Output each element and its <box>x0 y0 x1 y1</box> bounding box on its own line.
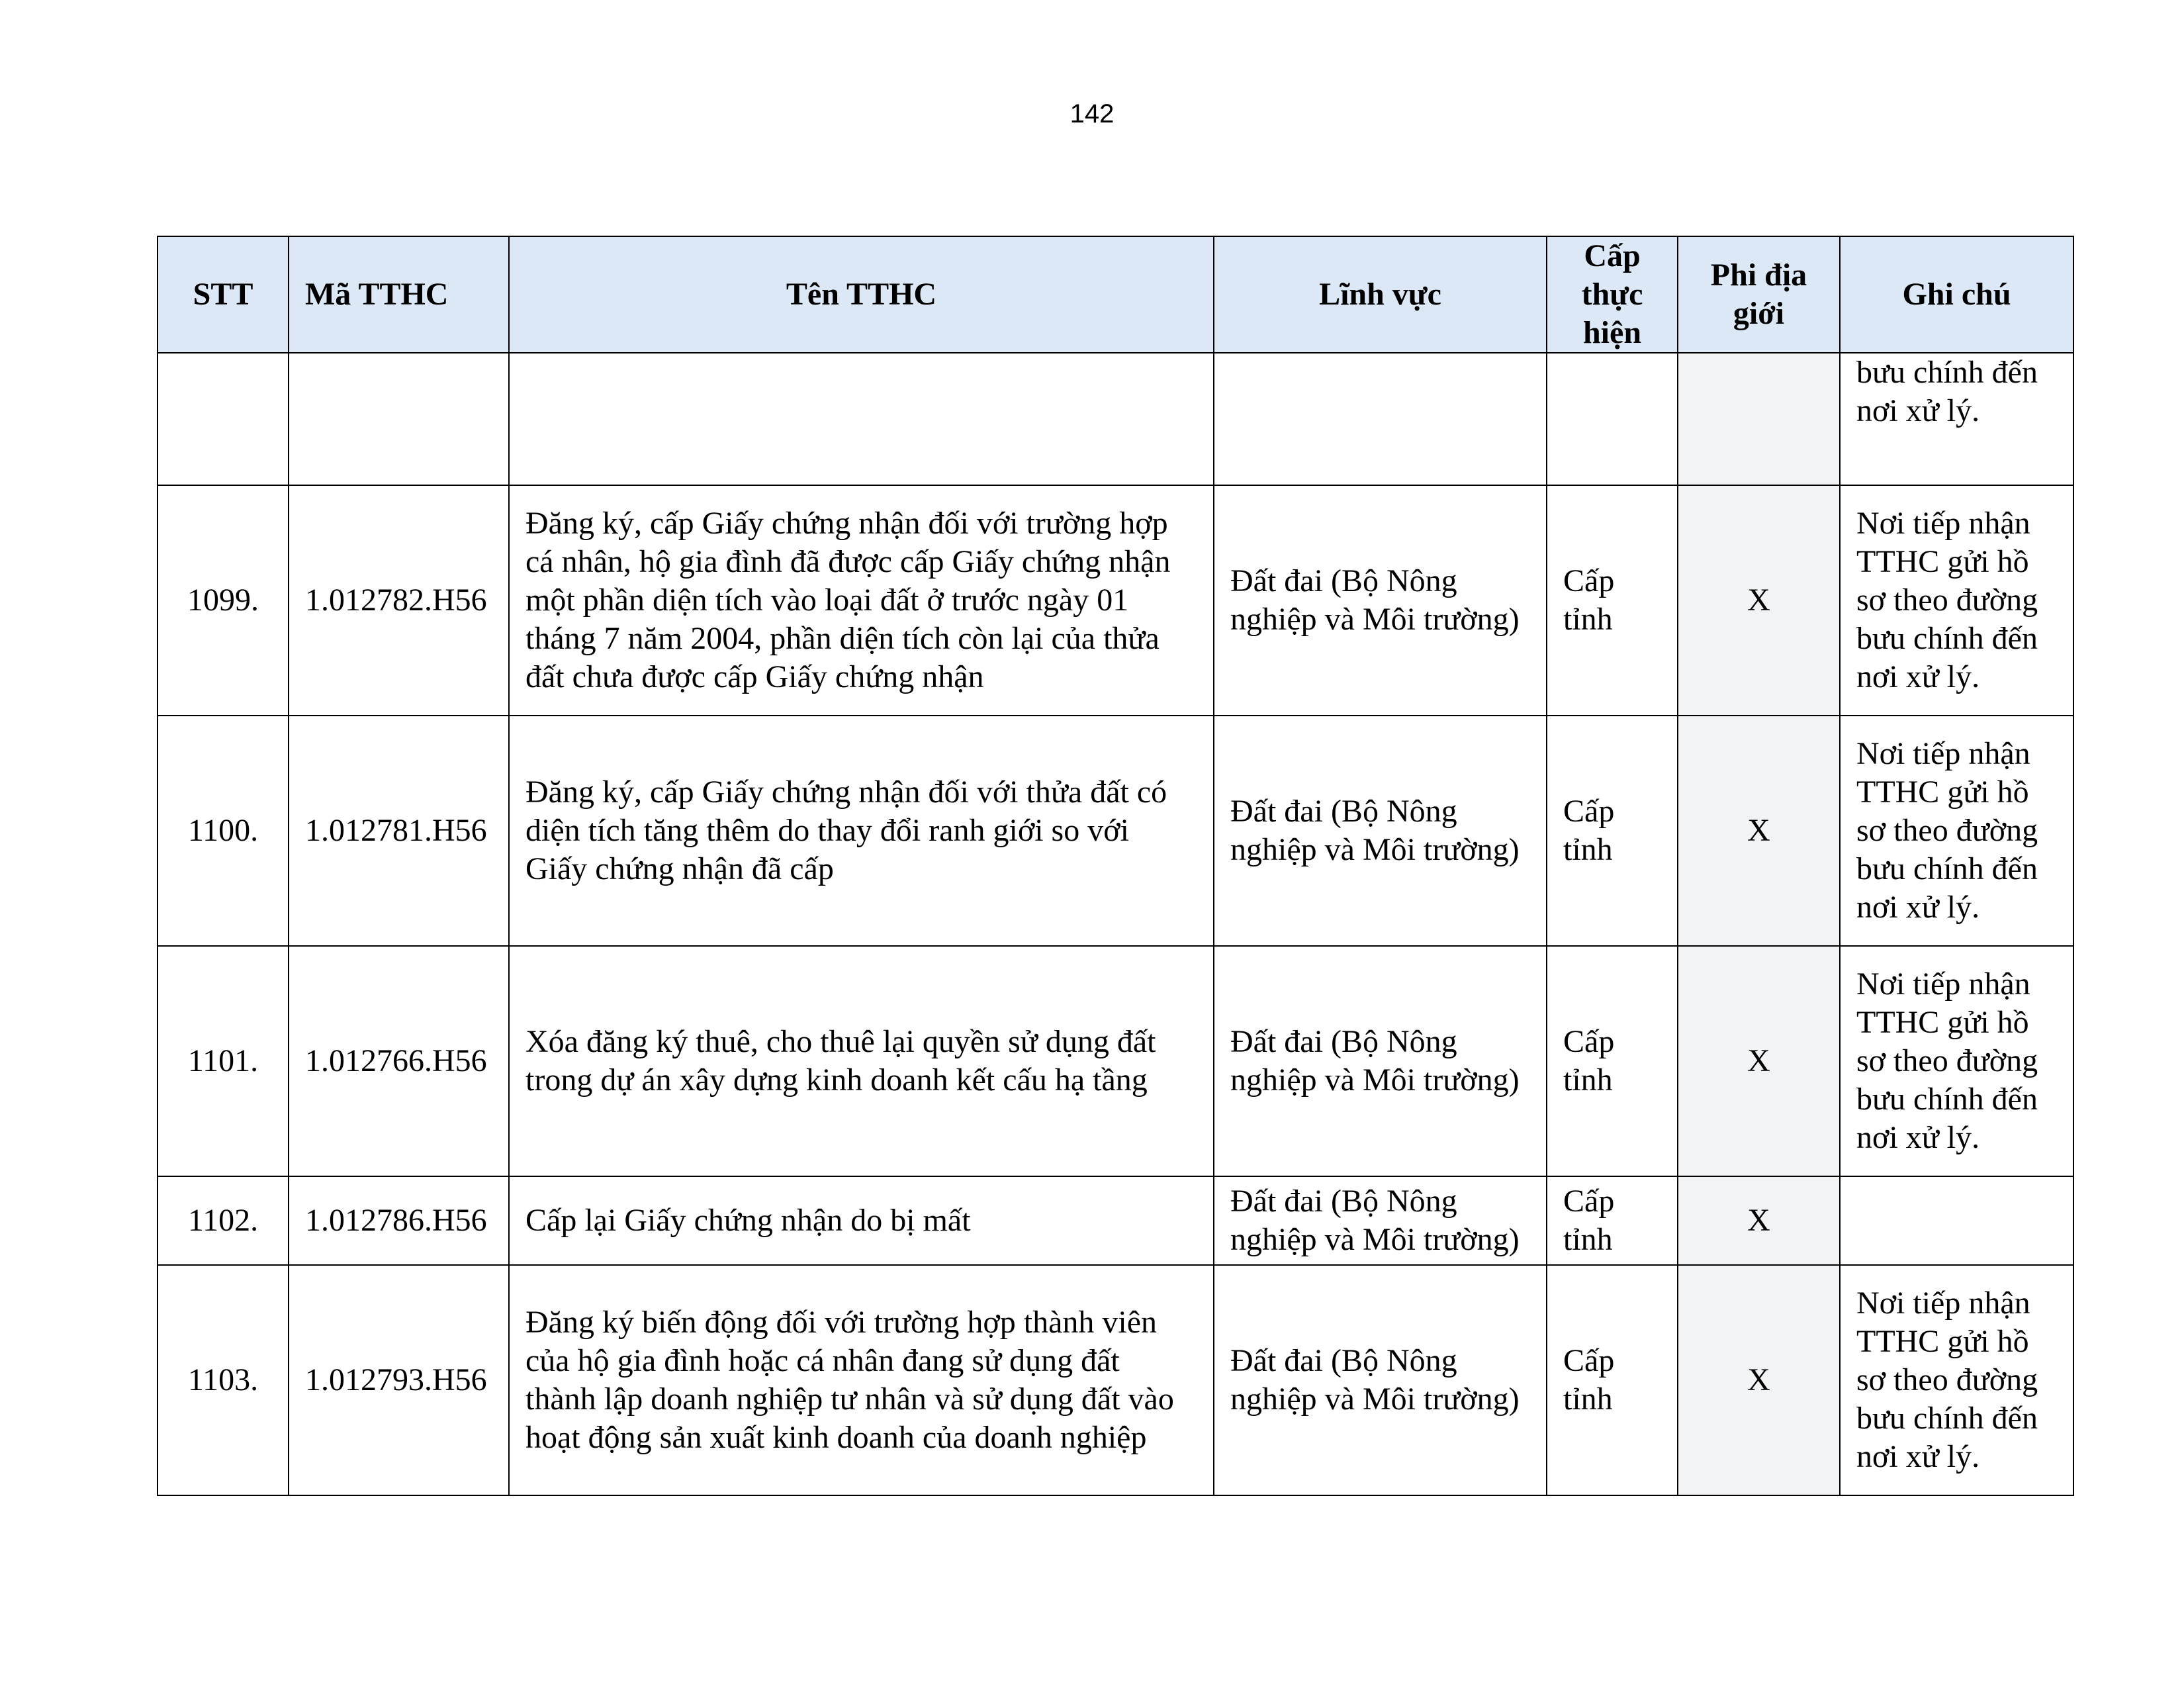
cell-phi <box>1678 353 1840 485</box>
cell-stt: 1100. <box>158 716 289 946</box>
table-row <box>158 1265 2073 1495</box>
table-row <box>158 1176 2073 1265</box>
header-row <box>158 236 2073 353</box>
cell-phi: X <box>1678 946 1840 1176</box>
cell-stt: 1101. <box>158 946 289 1176</box>
cell-stt: 1103. <box>158 1265 289 1495</box>
cell-ten: Cấp lại Giấy chứng nhận do bị mất <box>509 1176 1214 1265</box>
cell-ten: Đăng ký biến động đối với trường hợp thành viên của hộ gia đình hoặc cá nhân đang sử dụng đất thành lập doanh nghiệp tư nhân và sử dụng đất vào hoạt động sản xuất kinh doanh của doanh nghiệp <box>509 1265 1214 1495</box>
cell-phi: X <box>1678 1176 1840 1265</box>
page-number: 142 <box>1069 99 1115 128</box>
cell-ma: 1.012786.H56 <box>289 1176 509 1265</box>
continued-note-text: bưu chính đến nơi xử lý. <box>1856 355 2038 428</box>
cell-stt: 1099. <box>158 485 289 716</box>
cell-ma: 1.012782.H56 <box>289 485 509 716</box>
cell-ma: 1.012766.H56 <box>289 946 509 1176</box>
table-row-continued <box>158 353 2073 485</box>
cell-ghi-chu: Nơi tiếp nhận TTHC gửi hồ sơ theo đường bưu chính đến nơi xử lý. <box>1840 716 2073 946</box>
cell-ma: 1.012781.H56 <box>289 716 509 946</box>
cell-ghi-chu-continued <box>1840 353 2073 485</box>
header-phi-dia-gioi: Phi địa giới <box>1678 236 1840 353</box>
cell-ghi-chu: Nơi tiếp nhận TTHC gửi hồ sơ theo đường bưu chính đến nơi xử lý. <box>1840 485 2073 716</box>
header-ten-tthc: Tên TTHC <box>509 236 1214 353</box>
header-ghi-chu: Ghi chú <box>1840 236 2073 353</box>
cell-cap: Cấp tỉnh <box>1547 1265 1678 1495</box>
cell-ma <box>289 353 509 485</box>
cell-ghi-chu: Nơi tiếp nhận TTHC gửi hồ sơ theo đường bưu chính đến nơi xử lý. <box>1840 1265 2073 1495</box>
cell-ten: Xóa đăng ký thuê, cho thuê lại quyền sử dụng đất trong dự án xây dựng kinh doanh kết cấu hạ tầng <box>509 946 1214 1176</box>
header-cap-thuc-hien: Cấp thực hiện <box>1547 236 1678 353</box>
cell-linh-vuc: Đất đai (Bộ Nông nghiệp và Môi trường) <box>1214 946 1547 1176</box>
header-stt: STT <box>158 236 289 353</box>
cell-ghi-chu <box>1840 1176 2073 1265</box>
cell-linh-vuc: Đất đai (Bộ Nông nghiệp và Môi trường) <box>1214 1176 1547 1265</box>
cell-ma: 1.012793.H56 <box>289 1265 509 1495</box>
cell-linh-vuc: Đất đai (Bộ Nông nghiệp và Môi trường) <box>1214 1265 1547 1495</box>
cell-phi: X <box>1678 1265 1840 1495</box>
cell-ten <box>509 353 1214 485</box>
header-linh-vuc: Lĩnh vực <box>1214 236 1547 353</box>
cell-linh-vuc <box>1214 353 1547 485</box>
table-row <box>158 485 2073 716</box>
procedures-table <box>157 236 2074 1496</box>
cell-stt: 1102. <box>158 1176 289 1265</box>
header-ma-tthc: Mã TTHC <box>289 236 509 353</box>
table-row <box>158 716 2073 946</box>
cell-stt <box>158 353 289 485</box>
cell-cap: Cấp tỉnh <box>1547 1176 1678 1265</box>
cell-linh-vuc: Đất đai (Bộ Nông nghiệp và Môi trường) <box>1214 485 1547 716</box>
cell-ten: Đăng ký, cấp Giấy chứng nhận đối với trường hợp cá nhân, hộ gia đình đã được cấp Giấy chứng nhận một phần diện tích vào loại đất ở trước ngày 01 tháng 7 năm 2004, phần diện tích còn lại của thửa đất chưa được cấp Giấy chứng nhận <box>509 485 1214 716</box>
cell-phi: X <box>1678 485 1840 716</box>
cell-ten: Đăng ký, cấp Giấy chứng nhận đối với thửa đất có diện tích tăng thêm do thay đổi ranh giới so với Giấy chứng nhận đã cấp <box>509 716 1214 946</box>
cell-cap <box>1547 353 1678 485</box>
cell-cap: Cấp tỉnh <box>1547 946 1678 1176</box>
cell-cap: Cấp tỉnh <box>1547 485 1678 716</box>
table-row <box>158 946 2073 1176</box>
cell-ghi-chu: Nơi tiếp nhận TTHC gửi hồ sơ theo đường bưu chính đến nơi xử lý. <box>1840 946 2073 1176</box>
cell-cap: Cấp tỉnh <box>1547 716 1678 946</box>
cell-phi: X <box>1678 716 1840 946</box>
cell-linh-vuc: Đất đai (Bộ Nông nghiệp và Môi trường) <box>1214 716 1547 946</box>
